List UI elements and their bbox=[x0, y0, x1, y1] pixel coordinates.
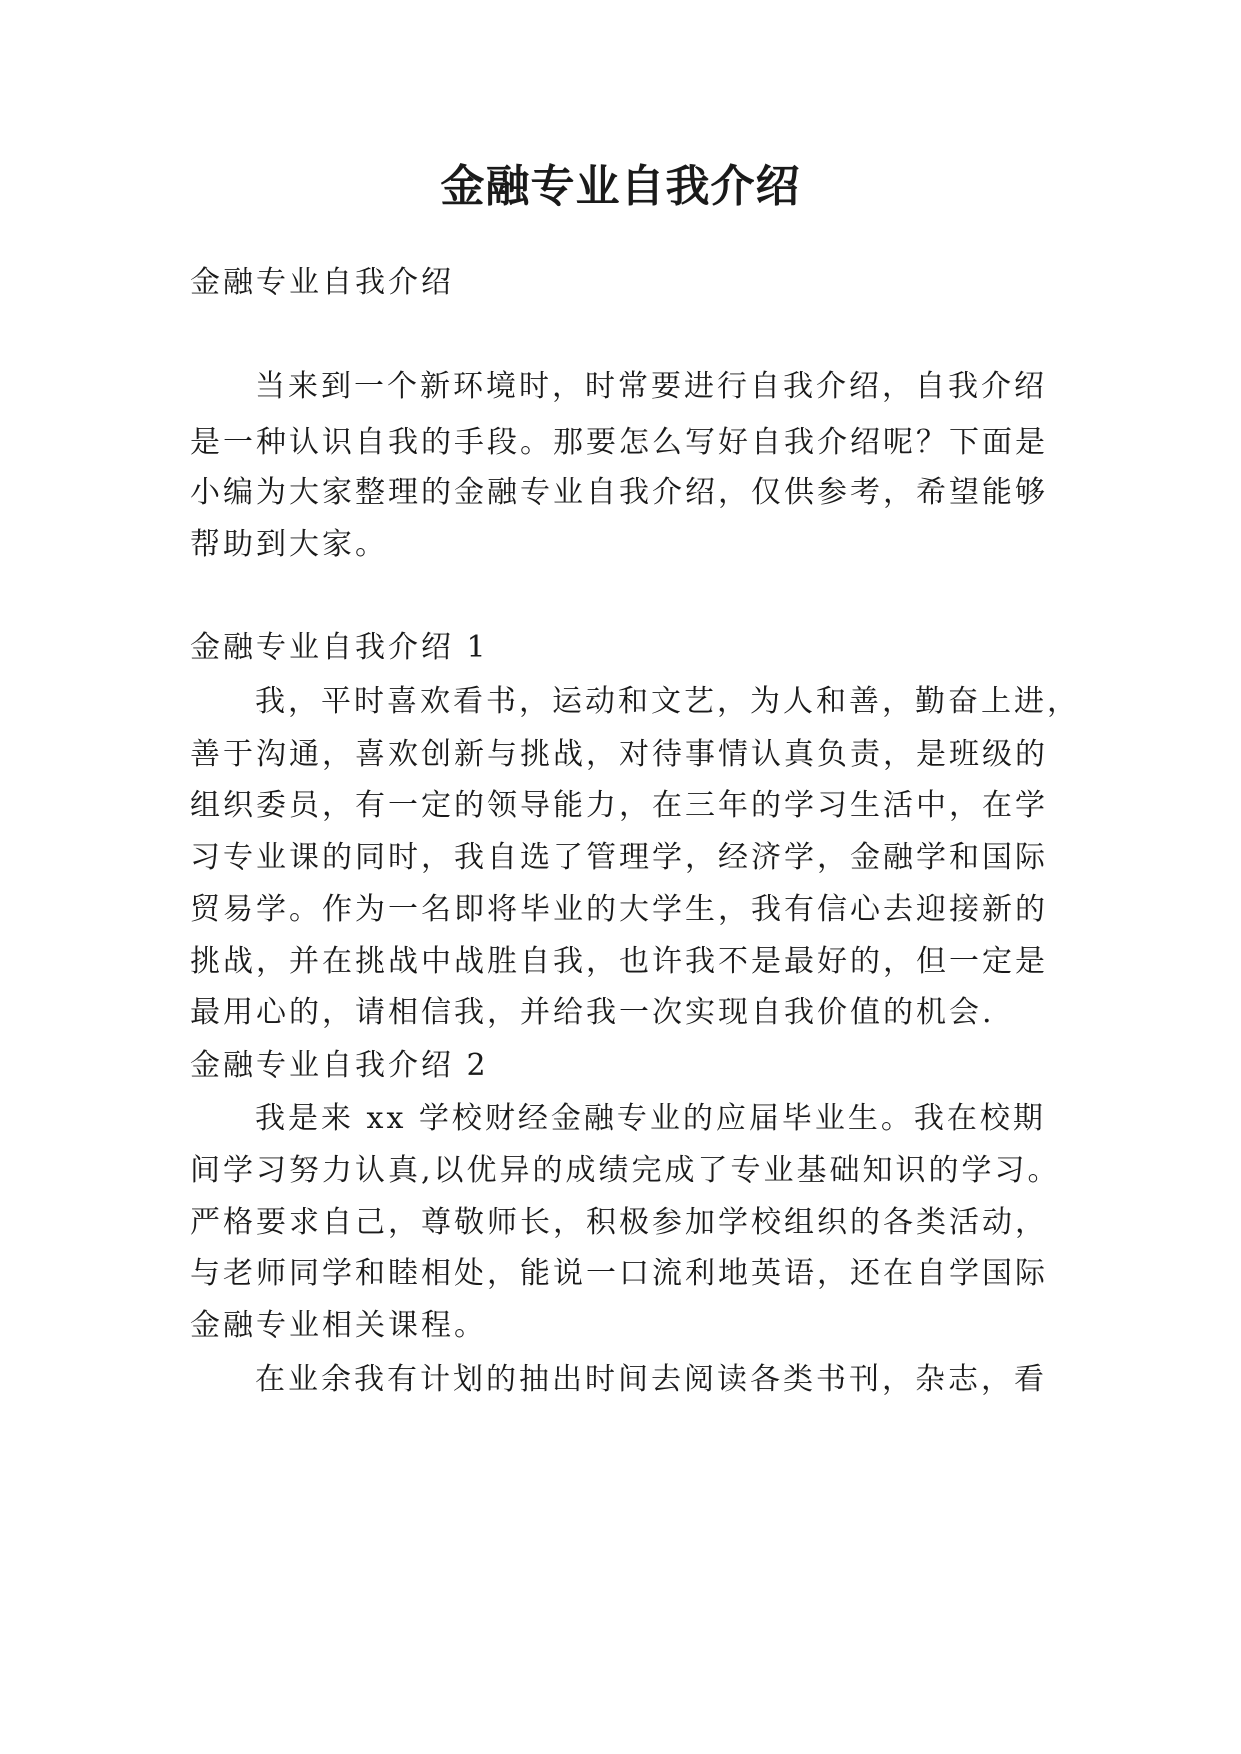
paragraph-line: 小编为大家整理的金融专业自我介绍，仅供参考，希望能够 bbox=[190, 475, 1048, 510]
paragraph-line: 善于沟通，喜欢创新与挑战，对待事情认真负责，是班级的 bbox=[190, 737, 1048, 772]
paragraph-line: 组织委员，有一定的领导能力，在三年的学习生活中，在学 bbox=[190, 788, 1048, 823]
section-heading-2: 金融专业自我介绍 2 bbox=[190, 1048, 489, 1083]
paragraph-line: 与老师同学和睦相处，能说一口流利地英语，还在自学国际 bbox=[190, 1256, 1048, 1291]
paragraph-line: 是一种认识自我的手段。那要怎么写好自我介绍呢？下面是 bbox=[190, 425, 1048, 460]
paragraph-line: 我是来 xx 学校财经金融专业的应届毕业生。我在校期 bbox=[255, 1101, 1046, 1136]
paragraph-line: 贸易学。作为一名即将毕业的大学生，我有信心去迎接新的 bbox=[190, 892, 1048, 927]
paragraph-line: 金融专业相关课程。 bbox=[190, 1308, 487, 1343]
paragraph-line: 帮助到大家。 bbox=[190, 527, 388, 562]
paragraph-line: 在业余我有计划的抽出时间去阅读各类书刊，杂志，看 bbox=[255, 1362, 1047, 1397]
paragraph-line: 间学习努力认真,以优异的成绩完成了专业基础知识的学习。 bbox=[190, 1153, 1061, 1188]
subtitle: 金融专业自我介绍 bbox=[190, 265, 454, 300]
paragraph-line: 挑战，并在挑战中战胜自我，也许我不是最好的，但一定是 bbox=[190, 944, 1048, 979]
paragraph-line: 我，平时喜欢看书，运动和文艺，为人和善，勤奋上进， bbox=[255, 684, 1080, 719]
paragraph-line: 当来到一个新环境时，时常要进行自我介绍，自我介绍 bbox=[255, 369, 1047, 404]
section-heading-1: 金融专业自我介绍 1 bbox=[190, 630, 489, 665]
paragraph-line: 最用心的，请相信我，并给我一次实现自我价值的机会. bbox=[190, 995, 995, 1030]
document-title: 金融专业自我介绍 bbox=[440, 161, 801, 212]
paragraph-line: 严格要求自己，尊敬师长，积极参加学校组织的各类活动， bbox=[190, 1205, 1048, 1240]
paragraph-line: 习专业课的同时，我自选了管理学，经济学，金融学和国际 bbox=[190, 840, 1048, 875]
